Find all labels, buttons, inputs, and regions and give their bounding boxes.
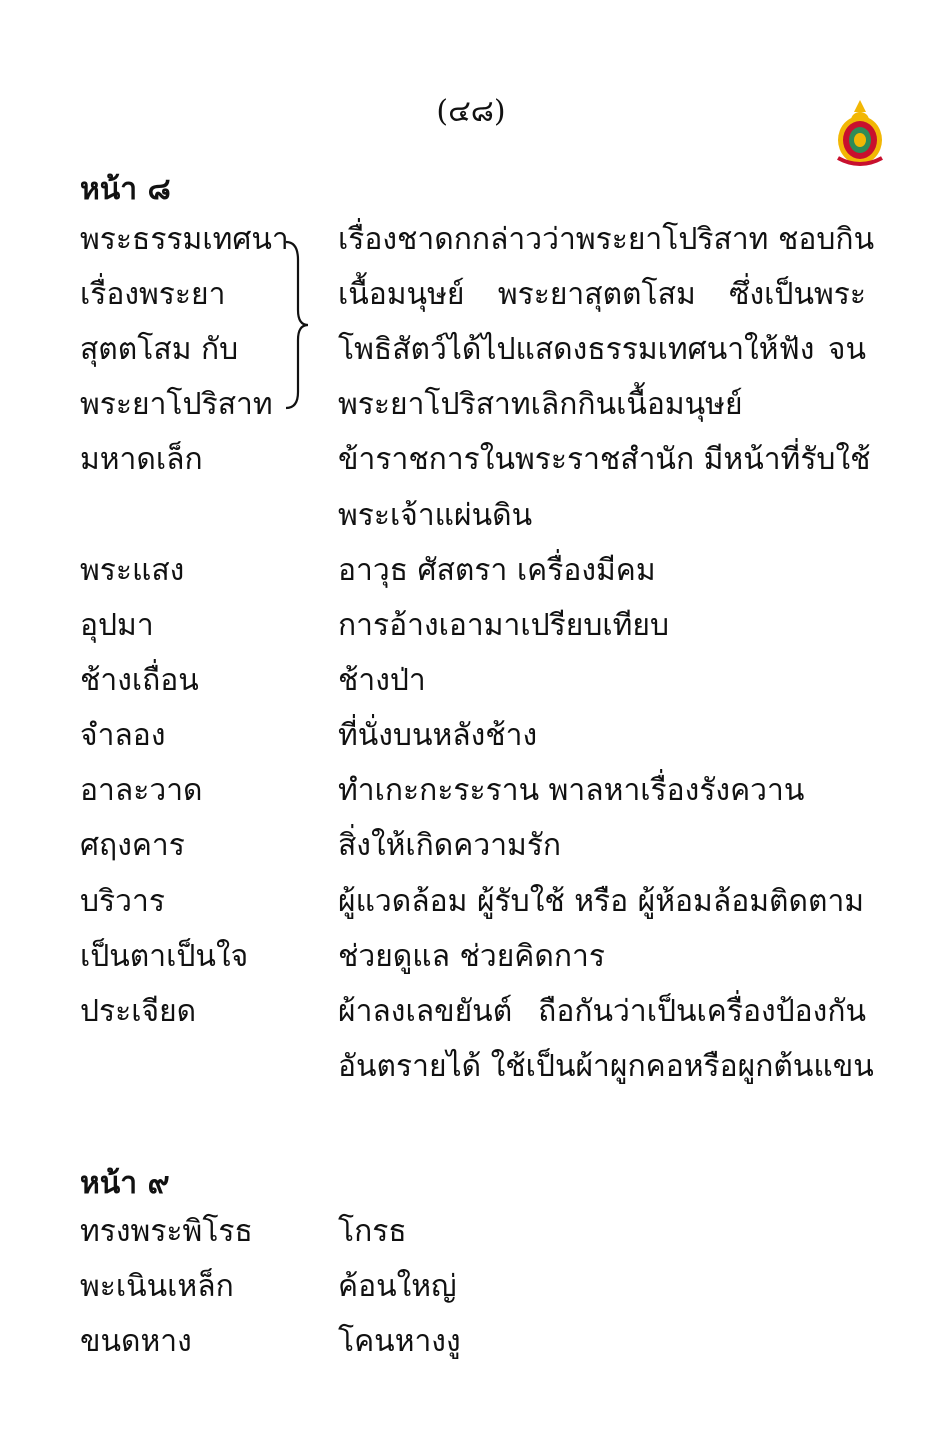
definition-pentapenchai: ช่วยดูแล ช่วยคิดการ (338, 939, 605, 974)
definition-khanothang: โคนหางงู (338, 1324, 461, 1359)
definition-saringkhan: สิ่งให้เกิดความรัก (338, 828, 562, 863)
term-chamlong: จำลอง (80, 718, 166, 753)
group-definition-line-3: โพธิสัตว์ได้ไปแสดงธรรมเทศนาให้ฟัง จน (338, 332, 866, 367)
definition-chamlong: ที่นั่งบนหลังช้าง (338, 718, 538, 753)
curly-brace-icon (284, 236, 314, 414)
term-phrasaeng: พระแสง (80, 553, 185, 588)
term-mahatlek: มหาดเล็ก (80, 442, 203, 477)
section-heading-2: หน้า ๙ (80, 1166, 170, 1201)
definition-mahatlek-line-2: พระเจ้าแผ่นดิน (338, 498, 533, 533)
term-khanothang: ขนดหาง (80, 1324, 192, 1359)
term-songphraphirot: ทรงพระพิโรธ (80, 1214, 253, 1249)
group-term-4: พระยาโปริสาท (80, 387, 273, 422)
definition-alawat: ทำเกะกะระราน พาลหาเรื่องรังควาน (338, 773, 805, 808)
definition-boriwan: ผู้แวดล้อม ผู้รับใช้ หรือ ผู้ห้อมล้อมติดตาม (338, 884, 865, 919)
term-changthuean: ช้างเถื่อน (80, 663, 199, 698)
definition-prachiat-line-1: ผ้าลงเลขยันต์ ถือกันว่าเป็นเครื่องป้องกัน (338, 994, 866, 1029)
term-pentapenchai: เป็นตาเป็นใจ (80, 939, 249, 974)
definition-upama: การอ้างเอามาเปรียบเทียบ (338, 608, 670, 643)
term-alawat: อาละวาด (80, 773, 203, 808)
group-term-3: สุตตโสม กับ (80, 332, 239, 367)
definition-songphraphirot: โกรธ (338, 1214, 407, 1249)
definition-phanoenlek: ค้อนใหญ่ (338, 1269, 457, 1304)
page-number: (๔๘) (436, 94, 506, 129)
term-saringkhan: ศฤงคาร (80, 828, 185, 863)
section-heading: หน้า ๘ (80, 172, 171, 207)
definition-changthuean: ช้างป่า (338, 663, 426, 698)
definition-prachiat-line-2: อันตรายได้ ใช้เป็นผ้าผูกคอหรือผูกต้นแขน (338, 1049, 874, 1084)
term-boriwan: บริวาร (80, 884, 165, 919)
group-term-2: เรื่องพระยา (80, 277, 226, 312)
group-definition-line-4: พระยาโปริสาทเลิกกินเนื้อมนุษย์ (338, 387, 743, 422)
term-upama: อุปมา (80, 608, 154, 643)
group-definition-line-2: เนื้อมนุษย์ พระยาสุตตโสม ซึ่งเป็นพระ (338, 277, 866, 312)
term-prachiat: ประเจียด (80, 994, 197, 1029)
group-definition-line-1: เรื่องชาดกกล่าวว่าพระยาโปริสาท ชอบกิน (338, 222, 875, 257)
definition-phrasaeng: อาวุธ ศัสตรา เครื่องมีคม (338, 553, 656, 588)
royal-emblem-icon (834, 98, 886, 168)
term-phanoenlek: พะเนินเหล็ก (80, 1269, 234, 1304)
definition-mahatlek-line-1: ข้าราชการในพระราชสำนัก มีหน้าที่รับใช้ (338, 442, 871, 477)
group-term-1: พระธรรมเทศนา (80, 222, 289, 257)
